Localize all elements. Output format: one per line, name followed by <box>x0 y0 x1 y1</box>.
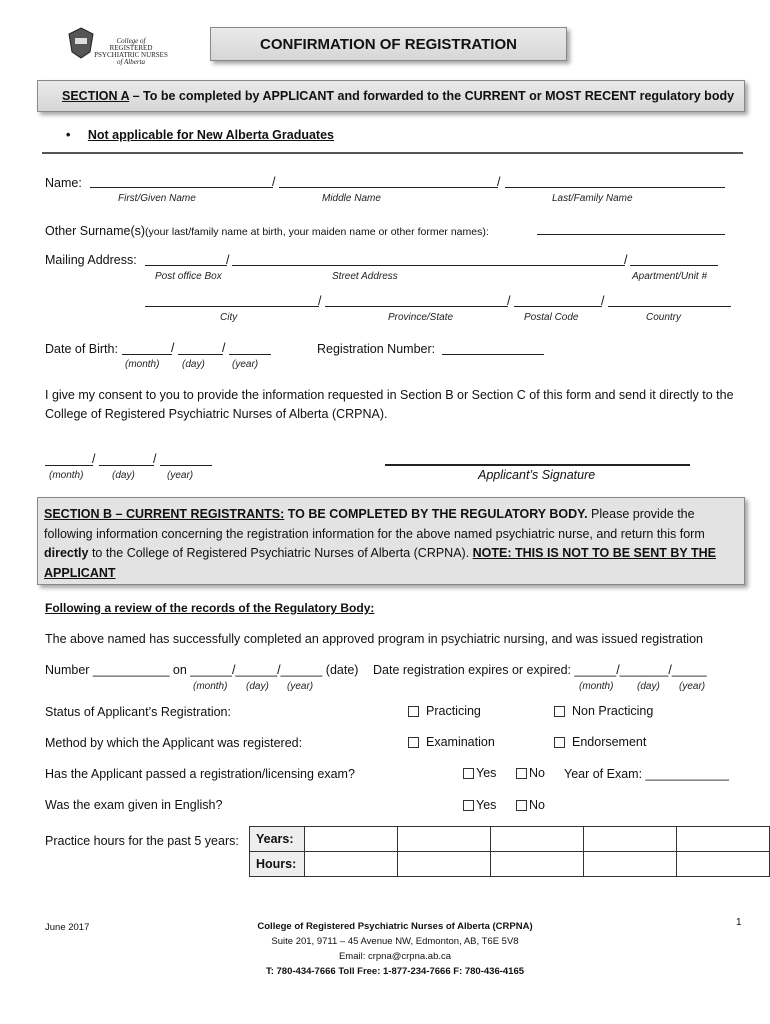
footer-org: College of Registered Psychiatric Nurses of Alberta (CRPNA) <box>257 921 533 932</box>
logo <box>62 22 182 72</box>
years-row <box>250 827 770 852</box>
footer-phone: T: 780-434-7666 Toll Free: 1-877-234-7666 F: 780-436-4165 <box>265 966 525 977</box>
section-b-note: NOTE: THIS IS NOT TO BE SENT BY THE APPLICANT <box>44 546 716 580</box>
first-name-field[interactable] <box>90 187 273 188</box>
logo-line1: College of <box>116 37 146 45</box>
english-yes-checkbox[interactable] <box>463 798 496 812</box>
section-a-text <box>38 89 734 103</box>
review-heading: Following a review of the records of the Regulatory Body: <box>45 601 375 615</box>
dob-year-field[interactable] <box>229 354 271 355</box>
city-caption: City <box>220 312 238 323</box>
years-label: Years: <box>250 827 305 852</box>
endorsement-label: Endorsement <box>572 735 647 749</box>
practicing-label: Practicing <box>426 704 481 718</box>
street-caption: Street Address <box>332 271 398 282</box>
footer-address: Suite 201, 9711 – 45 Avenue NW, Edmonton, AB, T6E 5V8 <box>271 936 519 947</box>
sig-day-caption: (day) <box>112 470 135 481</box>
checkbox-icon <box>408 706 419 717</box>
apt-caption: Apartment/Unit # <box>632 271 708 282</box>
slash: / <box>92 452 96 466</box>
checkbox-icon <box>408 737 419 748</box>
logo-line4: of Alberta <box>116 58 146 66</box>
middle-name-field[interactable] <box>279 187 498 188</box>
footer-email: Email: crpna@crpna.ab.ca <box>338 951 452 962</box>
exam-yes-label: Yes <box>476 766 497 780</box>
dob-day-field[interactable] <box>178 354 223 355</box>
logo-line2: REGISTERED <box>109 44 153 52</box>
footer-block <box>200 919 590 979</box>
page-number: 1 <box>736 917 742 928</box>
other-surnames-row <box>45 222 489 240</box>
exam-yes-checkbox[interactable] <box>463 766 496 780</box>
checkbox-icon <box>463 800 474 811</box>
checkbox-icon <box>554 706 565 717</box>
practice-table <box>249 826 770 877</box>
section-b-label: SECTION B – CURRENT REGISTRANTS: <box>44 507 285 521</box>
first-name-caption: First/Given Name <box>118 193 196 204</box>
practice-label: Practice hours for the past 5 years: <box>45 834 239 848</box>
section-a-label: SECTION A <box>62 89 130 103</box>
section-b-text1: Please provide the following information concerning the registration information for the above named psychiatric nurse, and return this form <box>44 507 705 541</box>
examination-checkbox[interactable] <box>408 735 495 749</box>
regnum-label: Registration Number: <box>317 342 436 356</box>
dob-year-caption: (year) <box>232 359 259 370</box>
method-label: Method by which the Applicant was registered: <box>45 736 303 750</box>
practicing-checkbox[interactable] <box>408 704 481 718</box>
exam-year-field[interactable]: Year of Exam: ____________ <box>564 767 729 781</box>
slash: / <box>222 341 226 355</box>
section-b-directly: directly <box>44 546 89 560</box>
other-surnames-note: (your last/family name at birth, your maiden name or other former names): <box>145 226 489 238</box>
slash: / <box>601 294 605 308</box>
exam-label: Has the Applicant passed a registration/licensing exam? <box>45 767 355 781</box>
city-field[interactable] <box>145 306 319 307</box>
years-cell[interactable] <box>398 827 491 852</box>
footer-date: June 2017 <box>45 922 90 933</box>
dob-month-caption: (month) <box>125 359 160 370</box>
exam-no-checkbox[interactable] <box>516 766 545 780</box>
last-name-caption: Last/Family Name <box>552 193 633 204</box>
apt-field[interactable] <box>630 265 718 266</box>
section-a-banner <box>37 80 745 112</box>
completed-text: The above named has successfully completed an approved program in psychiatric nursing, and was issued registration <box>45 632 703 646</box>
hours-label: Hours: <box>250 852 305 877</box>
section-b-text2: to the College of Registered Psychiatric Nurses of Alberta (CRPNA). <box>88 546 473 560</box>
province-caption: Province/State <box>388 312 454 323</box>
consent-text: I give my consent to you to provide the information requested in Section B or Section C of this form and send it directly to the College of Registered Psychiatric Nurses of Alberta (CRPNA). <box>45 388 734 421</box>
signature-caption: Applicant’s Signature <box>478 468 596 482</box>
hours-cell[interactable] <box>677 852 770 877</box>
number-line[interactable]: Number ___________ on ______/______/______ (date) <box>45 663 359 677</box>
hours-row <box>250 852 770 877</box>
sig-day-field[interactable] <box>99 465 154 466</box>
hours-cell[interactable] <box>584 852 677 877</box>
years-cell[interactable] <box>677 827 770 852</box>
endorsement-checkbox[interactable] <box>554 735 646 749</box>
exam-no-label: No <box>529 766 545 780</box>
hours-cell[interactable] <box>305 852 398 877</box>
country-caption: Country <box>646 312 682 323</box>
regnum-field[interactable] <box>442 354 544 355</box>
logo-text <box>88 38 174 66</box>
page-title <box>210 27 567 61</box>
english-label: Was the exam given in English? <box>45 798 223 812</box>
number-day-caption: (day) <box>246 681 269 692</box>
slash: / <box>272 175 276 189</box>
examination-label: Examination <box>426 735 495 749</box>
pobox-field[interactable] <box>145 265 227 266</box>
number-year-caption: (year) <box>287 681 314 692</box>
title-text: CONFIRMATION OF REGISTRATION <box>260 35 517 53</box>
sig-month-caption: (month) <box>49 470 84 481</box>
english-yes-label: Yes <box>476 798 497 812</box>
mailing-label: Mailing Address: <box>45 253 137 267</box>
postal-caption: Postal Code <box>524 312 579 323</box>
other-surnames-field[interactable] <box>537 234 725 235</box>
last-name-field[interactable] <box>505 187 725 188</box>
country-field[interactable] <box>608 306 731 307</box>
middle-name-caption: Middle Name <box>322 193 381 204</box>
slash: / <box>497 175 501 189</box>
sig-year-caption: (year) <box>167 470 194 481</box>
years-cell[interactable] <box>305 827 398 852</box>
divider <box>42 152 743 154</box>
years-cell[interactable] <box>491 827 584 852</box>
bullet-note <box>66 128 334 142</box>
sig-month-field[interactable] <box>45 465 93 466</box>
non-practicing-label: Non Practicing <box>572 704 654 718</box>
signature-field[interactable] <box>385 464 690 466</box>
section-a-desc: – To be completed by APPLICANT and forwarded to the CURRENT or MOST RECENT regulatory body <box>129 89 735 103</box>
sig-year-field[interactable] <box>160 465 212 466</box>
slash: / <box>171 341 175 355</box>
street-field[interactable] <box>232 265 625 266</box>
province-field[interactable] <box>325 306 508 307</box>
bullet-icon: • <box>66 128 71 142</box>
english-no-label: No <box>529 798 545 812</box>
dob-day-caption: (day) <box>182 359 205 370</box>
pobox-caption: Post office Box <box>155 271 222 282</box>
expires-year-caption: (year) <box>679 681 706 692</box>
dob-month-field[interactable] <box>122 354 172 355</box>
checkbox-icon <box>516 768 527 779</box>
expires-month-caption: (month) <box>579 681 614 692</box>
section-b-bold: TO BE COMPLETED BY THE REGULATORY BODY. <box>284 507 588 521</box>
hours-cell[interactable] <box>398 852 491 877</box>
name-label: Name: <box>45 176 82 190</box>
slash: / <box>226 253 230 267</box>
bullet-text: Not applicable for New Alberta Graduates <box>87 128 334 142</box>
section-b-text <box>38 498 744 590</box>
logo-line3: PSYCHIATRIC NURSES <box>94 51 168 59</box>
other-surnames-label: Other Surname(s) <box>45 224 146 238</box>
non-practicing-checkbox[interactable] <box>554 704 653 718</box>
expires-day-caption: (day) <box>637 681 660 692</box>
checkbox-icon <box>463 768 474 779</box>
slash: / <box>153 452 157 466</box>
expires-line[interactable]: Date registration expires or expired: ______/_______/_____ <box>373 663 707 677</box>
section-b-banner <box>37 497 745 585</box>
status-label: Status of Applicant’s Registration: <box>45 705 231 719</box>
hours-cell[interactable] <box>491 852 584 877</box>
dob-label: Date of Birth: <box>45 342 118 356</box>
slash: / <box>318 294 322 308</box>
number-month-caption: (month) <box>193 681 228 692</box>
postal-field[interactable] <box>514 306 602 307</box>
slash: / <box>507 294 511 308</box>
slash: / <box>624 253 628 267</box>
checkbox-icon <box>516 800 527 811</box>
years-cell[interactable] <box>584 827 677 852</box>
checkbox-icon <box>554 737 565 748</box>
english-no-checkbox[interactable] <box>516 798 545 812</box>
